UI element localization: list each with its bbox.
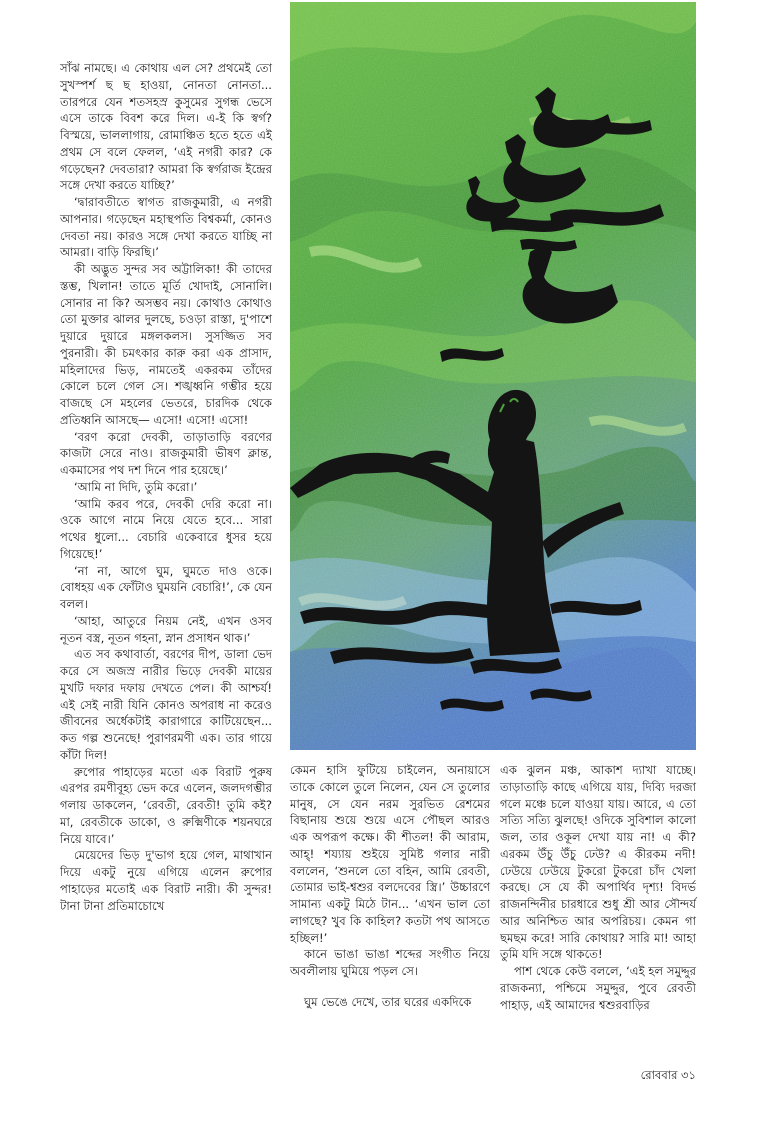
artwork-illustration xyxy=(290,2,696,750)
paragraph: ‘দ্বারাবতীতে স্বাগত রাজকুমারী, এ নগরী আপনার। গড়েছেন মহাস্থপতি বিশ্বকর্মা, কোনও দেবতা নয়। কারও সঙ্গে দেখা করতে যাচ্ছি না আমরা। বাড়ি ফিরছি।’ xyxy=(60,195,272,260)
paragraph: ‘আমি করব পরে, দেবকী দেরি করো না। ওকে আগে নামে নিয়ে যেতে হবে... সারা পথের ধুলো... বেচারি একেবারে ধুসর হয়ে গিয়েছে!’ xyxy=(60,496,272,561)
paragraph: রুপোর পাহাড়ের মতো এক বিরাট পুরুষ এরপর রমণীবূহ্য ভেদ করে এলেন, জলদগম্ভীর গলায় ডাকলেন, ‘রেবতী, রেবতী! তুমি কই? মা, রেবতীকে ডাকো, ও রুক্মিণীকে শয়নঘরে নিয়ে যাবে।’ xyxy=(60,764,272,846)
paragraph: পাশ থেকে কেউ বললে, ‘এই হল সমুদ্দুর রাজকন্যা, পশ্চিমে সমুদ্দুর, পুবে রেবতী পাহাড়, এই আমাদের শ্বশুরবাড়ির xyxy=(500,964,696,1012)
text-column-middle xyxy=(290,762,490,1011)
paragraph: ‘আমি না দিদি, তুমি করো।’ xyxy=(74,479,198,494)
paragraph: কানে ভাঙা ভাঙা শব্দের সংগীত নিয়ে অবলীলায় ঘুমিয়ে পড়ল সে। xyxy=(290,947,490,978)
paragraph: এক ঝুলন মঞ্চ, আকাশ দ্যাখা যাচ্ছে। তাড়াতাড়ি কাছে এগিয়ে যায়, দিব্যি দরজা গলে মঞ্চে চলে যাওয়া যায়। আরে, এ তো সত্যি সত্যি ঝুলছে! ওদিকে সুবিশাল কালো জল, তার ওকূল দেখা যায় না! এ কী? এরকম উঁচু উঁচু ঢেউ? এ কীরকম নদী! ঢেউয়ে ঢেউয়ে টুকরো টুকরো চাঁদ খেলা করছে। সে যে কী অপার্থিব দৃশ্য! বিদর্ভ রাজনন্দিনীর চারধারে শুধু শ্রী আর সৌন্দর্য আর অনিশ্চিত আর অপরিচয়। কেমন গা ছমছম করে! সারি কোথায়? সারি মা! আহা তুমি যদি সঙ্গে থাকতে! xyxy=(500,763,696,962)
paragraph: কেমন হাসি ফুটিয়ে চাইলেন, অনায়াসে তাকে কোলে তুলে নিলেন, যেন সে তুলোর মানুষ, সে যেন নরম সুরভিত রেশমের বিছানায় শুয়ে শুয়ে এসে পৌছল আরও এক অপরূপ কক্ষে। কী শীতল! কী আরাম, আহ্! শয্যায় শুইয়ে সুমিষ্ট গলার নারী বললেন, ‘শুনলে তো বহিন, আমি রেবতী, তোমার ভাই-শ্বশুর বলদেবের স্ত্রি।’ উচ্চারণে সামান্য একটু মিঠে টান... ‘এখন ভাল তো লাগছে? খুব কি কাহিল? কতটা পথ আসতে হচ্ছিল!’ xyxy=(290,763,490,945)
page-footer: রোববার ৩১ xyxy=(640,1068,696,1082)
paragraph: ‘বরণ করো দেবকী, তাড়াতাড়ি বরণের কাজটা সেরে নাও। রাজকুমারী ভীষণ ক্লান্ত, একমাসের পথ দশ দিনে পার হয়েছে।’ xyxy=(60,429,272,477)
paragraph: ‘আহা, আতুরে নিয়ম নেই, এখন ওসব নূতন বস্ত্র, নূতন গহনা, স্নান প্রসাধন থাক।’ xyxy=(60,613,272,645)
text-column-left xyxy=(60,60,272,914)
paragraph: সাঁঝ নামছে। এ কোথায় এল সে? প্রথমেই তো সুখস্পর্শ ছ ছ হাওয়া, নোনতা নোনতা... তারপরে যেন শতসহস্র কুসুমের সুগন্ধ ভেসে এসে তাকে বিবশ করে দিল। এ-ই কি স্বর্গ? বিস্ময়ে, ভাললাগায়, রোমাঞ্চিত হতে হতে এই প্রথম সে বলে ফেলল, ‘এই নগরী কার? কে গড়েছেন? দেবতারা? আমরা কি স্বর্গরাজ ইন্দ্রের সঙ্গে দেখা করতে যাচ্ছি?’ xyxy=(60,61,272,193)
paragraph: কী অদ্ভুত সুন্দর সব অট্টালিকা! কী তাদের স্তম্ভ, খিলান! তাতে মূর্তি খোদাই, সোনালি। সোনার না কি? অসম্ভব নয়। কোথাও কোথাও তো মুক্তার ঝালর দুলছে, চওড়া রাস্তা, দু'পাশে দুয়ারে দুয়ারে মঙ্গলকলস। সুসজ্জিত সব পুরনারী। কী চমৎকার কারু করা এক প্রাসাদ, মহিলাদের ভিড়, নামতেই একরকম তাঁদের কোলে চলে গেল সে। শঙ্খধ্বনি গম্ভীর হয়ে বাজছে সে মহলের ভেতরে, চারদিক থেকে প্রতিধ্বনি আসছে— এসো! এসো! এসো! xyxy=(60,262,272,427)
paragraph: এত সব কথাবার্তা, বরণের দীপ, ডালা ভেদ করে সে অজস্র নারীর ভিড়ে দেবকী মায়ের মুখটি দফার দফায় দেখতে পেল। কী আশ্চর্য! এই সেই নারী যিনি কোনও অপরাধ না করেও জীবনের অর্ধেকটাই কারাগারে কাটিয়েছেন... কত গল্প শুনেছে! পুরাণরমণী এক। তার গায়ে কাঁটা দিল! xyxy=(60,647,272,762)
text-column-right xyxy=(500,762,696,1013)
paragraph: ‘না না, আগে ঘুম, ঘুমতে দাও ওকে। বোধহয় এক ফোঁটাও ঘুময়নি বেচারি!’, কে যেন বলল। xyxy=(60,563,273,611)
paragraph: ঘুম ভেঙে দেখে, তার ঘরের একদিকে xyxy=(304,994,472,1009)
paragraph: মেয়েদের ভিড় দু'ভাগ হয়ে গেল, মাথাখান দিয়ে একটু নুয়ে এগিয়ে এলেন রুপোর পাহাড়ের মতোই এক বিরাট নারী। কী সুন্দর! টানা টানা প্রতিমাচোখে xyxy=(60,848,272,913)
